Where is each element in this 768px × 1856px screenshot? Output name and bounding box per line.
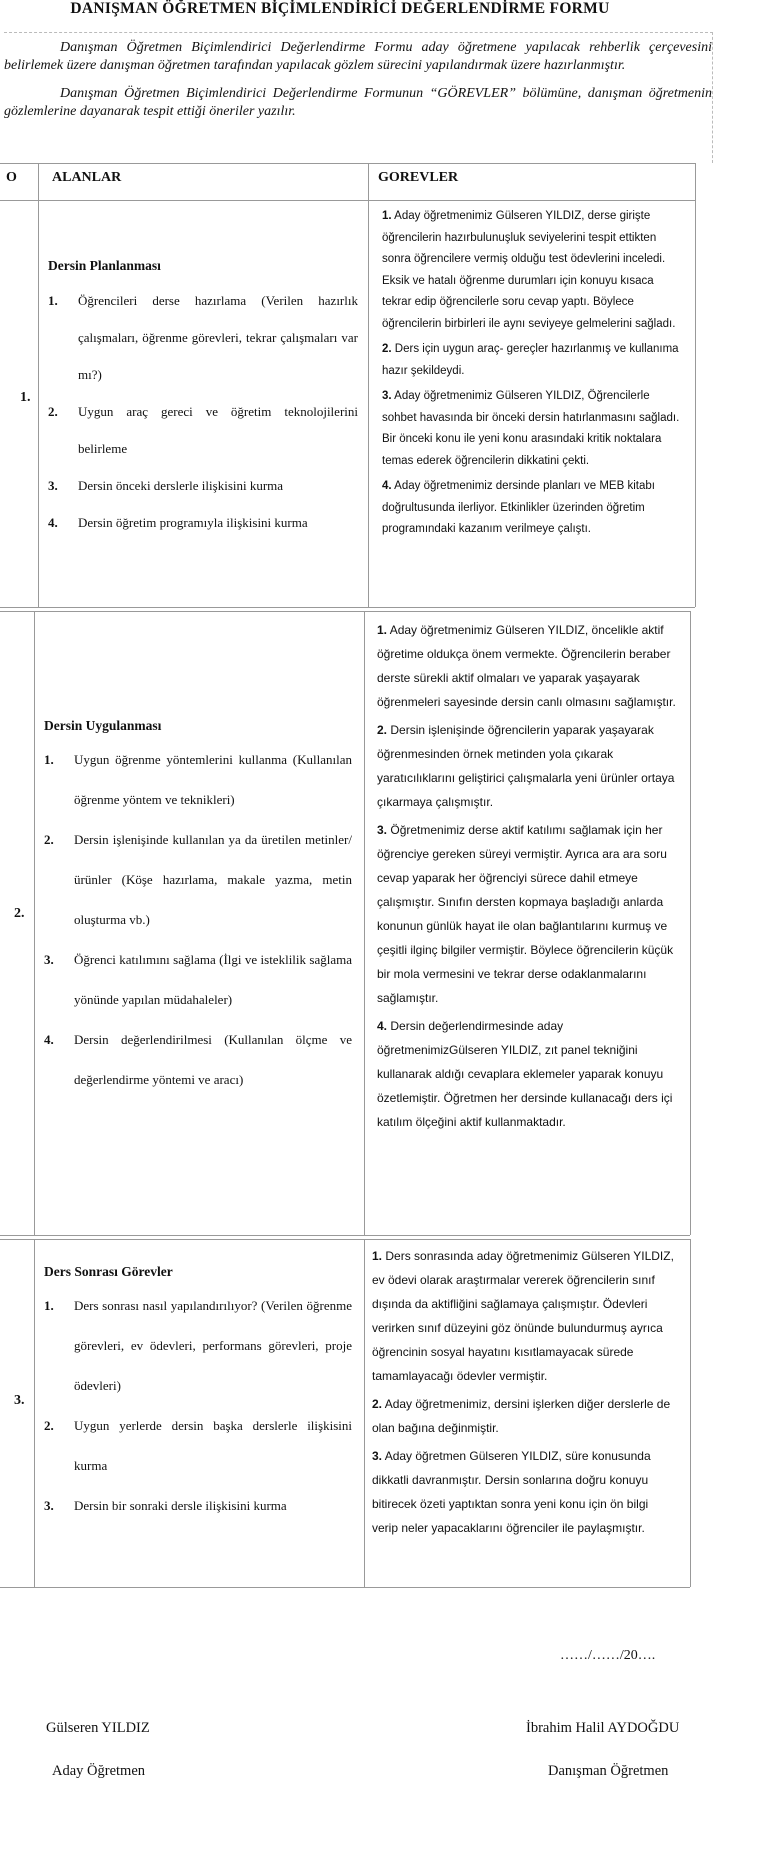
header-duties: GOREVLER: [378, 170, 459, 185]
list-item: 1. Öğrencileri derse hazırlama (Verilen hazırlık çalışmaları, öğrenme görevleri, tekrar çalışmaları var mı?): [48, 293, 358, 382]
table-line: [0, 163, 695, 164]
area-cell: [44, 1264, 352, 1526]
row-number: 1.: [20, 390, 31, 405]
table-line: [690, 1239, 691, 1587]
intro-section: [4, 32, 713, 163]
area-title: Ders Sonrası Görevler: [44, 1264, 173, 1279]
area-list: [44, 1286, 352, 1526]
table-line: [690, 611, 691, 1235]
list-item: 4. Dersin değerlendirilmesi (Kullanılan ölçme ve değerlendirme yöntemi ve aracı): [44, 1032, 352, 1087]
list-item: 3. Aday öğretmenimiz Gülseren YILDIZ, Öğrencilerle sohbet havasında bir önceki dersin hatırlanmasını sağladı. Bir önceki konu ile yeni konu arasındaki kritik noktalara temas ederek öğrencilerin dikkatini çekti.: [382, 390, 680, 467]
list-item: 2. Uygun araç gereci ve öğretim teknolojilerini belirleme: [48, 404, 358, 456]
list-item: 4. Dersin değerlendirmesinde aday öğretmenimizGülseren YILDIZ, zıt panel tekniğini kullanarak aldığı cevaplara eklemeler yaparak konuyu özetlemiştir. Öğretmen her dersinde kullanacağı ders içi katılım ölçeğini aktif kullanmaktadır.: [377, 1019, 673, 1129]
list-item: 1. Ders sonrasında aday öğretmenimiz Gülseren YILDIZ, ev ödevi olarak araştırmalar vererek öğrencilerin sınıf dışında da aktifliğini sağlamaya çalışmıştır. Ödevleri verirken sınıf düzeyini göz önünde bulundurmuş ayrıca öğrencinin sosyal hayatını kısıtlamayacak sürede tamamlayacağı ödevler vermiştir.: [372, 1249, 674, 1383]
list-item: 3. Dersin bir sonraki dersle ilişkisini kurma: [44, 1498, 287, 1513]
list-item: 2. Uygun yerlerde dersin başka derslerle ilişkisini kurma: [44, 1418, 352, 1473]
list-item: 2. Dersin işlenişinde öğrencilerin yaparak yaşayarak öğrenmesinden örnek metinden yola çıkarak yaratıcılıklarını geliştirici çalışmalarla yeni ürünler ortaya çıkarmaya çalışmıştır.: [377, 723, 675, 809]
table-line: [0, 1235, 690, 1236]
duties-cell: [372, 1244, 676, 1582]
header-areas: ALANLAR: [52, 170, 122, 185]
area-cell: [44, 718, 352, 1100]
list-item: 2. Dersin işlenişinde kullanılan ya da üretilen metinler/ürünler (Köşe hazırlama, makale yazma, metin oluşturma vb.): [44, 832, 352, 927]
list-item: 1. Aday öğretmenimiz Gülseren YILDIZ, öncelikle aktif öğretime oldukça önem vermekte. Öğrencilerin beraber derste sürekli aktif olmaları ve yaparak yaşayarak öğrenmeleri sayesinde dersin canlı olmasını sağlamıştır.: [377, 623, 676, 709]
list-item: 1. Uygun öğrenme yöntemlerini kullanma (Kullanılan öğrenme yöntem ve teknikleri): [44, 752, 352, 807]
list-item: 3. Öğrenci katılımını sağlama (İlgi ve isteklilik sağlama yönünde yapılan müdahaleler): [44, 952, 352, 1007]
table-line: [0, 1239, 690, 1240]
list-item: 2. Aday öğretmenimiz, dersini işlerken diğer derslerle de olan bağına değinmiştir.: [372, 1397, 671, 1435]
intro-paragraph-1: Danışman Öğretmen Biçimlendirici Değerlendirme Formu aday öğretmene yapılacak rehberlik çerçevesini belirlemek üzere danışman öğretmen tarafından yapılacak gözlem sürecini yapılandırmak üzere hazırlanmıştır.: [4, 40, 712, 73]
signature-right-name: İbrahim Halil AYDOĞDU: [526, 1720, 680, 1736]
table-line: [364, 611, 365, 1235]
list-item: 2. Ders için uygun araç- gereçler hazırlanmış ve kullanıma hazır şekildeydi.: [382, 343, 679, 377]
form-title: DANIŞMAN ÖĞRETMEN BİÇİMLENDİRİCİ DEĞERLENDİRME FORMU: [70, 0, 610, 17]
list-item: 4. Aday öğretmenimiz dersinde planları ve MEB kitabı doğrultusunda ilerliyor. Etkinlikler üzerinden öğretim programındaki kazanım verilmeye çalıştı.: [382, 480, 655, 535]
area-list: [48, 282, 358, 541]
table-line: [364, 1239, 365, 1587]
duties-cell: [377, 618, 677, 1230]
list-item: 3. Öğretmenimiz derse aktif katılımı sağlamak için her öğrenciye gereken süreyi vermiştir. Ayrıca ara ara soru cevap yaparak her öğrenciyi sürece dahil etmeye çalışmıştır. Sınıfın dersten kopmaya başladığı anlarda konunun günlük hayat ile olan bağlantılarını kurmuş ve çeşitli ilginç bilgiler vermiştir. Böylece öğrencilerin küçük bir mola vermesini ve tekrar derse odaklanmalarını sağlamıştır.: [377, 823, 674, 1005]
table-line: [0, 1587, 690, 1588]
table-line: [368, 163, 369, 607]
signature-left-name: Gülseren YILDIZ: [46, 1720, 150, 1736]
area-title: Dersin Planlanması: [48, 258, 161, 273]
area-list: [44, 740, 352, 1100]
intro-paragraph-2: Danışman Öğretmen Biçimlendirici Değerlendirme Formunun “GÖREVLER” bölümüne, danışman öğretmenin gözlemlerine dayanarak tespit ettiği öneriler yazılır.: [4, 86, 712, 119]
table-line: [34, 1239, 35, 1587]
list-item: 3. Aday öğretmen Gülseren YILDIZ, süre konusunda dikkatli davranmıştır. Dersin sonlarına doğru konuyu bitirecek özeti yaptıktan sonra yeni konu için ön bilgi verip neler yapacaklarını öğrenciler ile paylaşmıştır.: [372, 1449, 651, 1535]
header-no: O: [6, 170, 17, 185]
table-line: [0, 200, 695, 201]
list-item: 4. Dersin öğretim programıyla ilişkisini kurma: [48, 515, 308, 530]
list-item: 1. Aday öğretmenimiz Gülseren YILDIZ, derse girişte öğrencilerin hazırbulunuşluk seviyelerini tespit ettikten sonra öğrencilere vermiş olduğu test ödevlerini inceledi. Eksik ve hatalı öğrenme durumları için konuyu kısaca tekrar edip öğrencilerle soru cevap yaptı. Böylece öğrencilerin birbirleri ile aynı seviyeye gelmelerini sağladı.: [382, 210, 676, 330]
table-line: [0, 611, 690, 612]
list-item: 1. Ders sonrası nasıl yapılandırılıyor? (Verilen öğrenme görevleri, ev ödevleri, performans görevleri, proje ödevleri): [44, 1298, 352, 1393]
date-line: ……/……/20….: [560, 1648, 656, 1663]
table-line: [38, 163, 39, 607]
signature-right-role: Danışman Öğretmen: [548, 1763, 669, 1779]
area-title: Dersin Uygulanması: [44, 718, 162, 733]
list-item: 3. Dersin önceki derslerle ilişkisini kurma: [48, 478, 284, 493]
table-line: [0, 607, 695, 608]
row-number: 2.: [14, 906, 25, 921]
table-line: [695, 163, 696, 607]
signature-left-role: Aday Öğretmen: [52, 1763, 146, 1779]
row-number: 3.: [14, 1393, 25, 1408]
area-cell: [48, 258, 358, 541]
table-line: [34, 611, 35, 1235]
duties-cell: [382, 206, 680, 601]
